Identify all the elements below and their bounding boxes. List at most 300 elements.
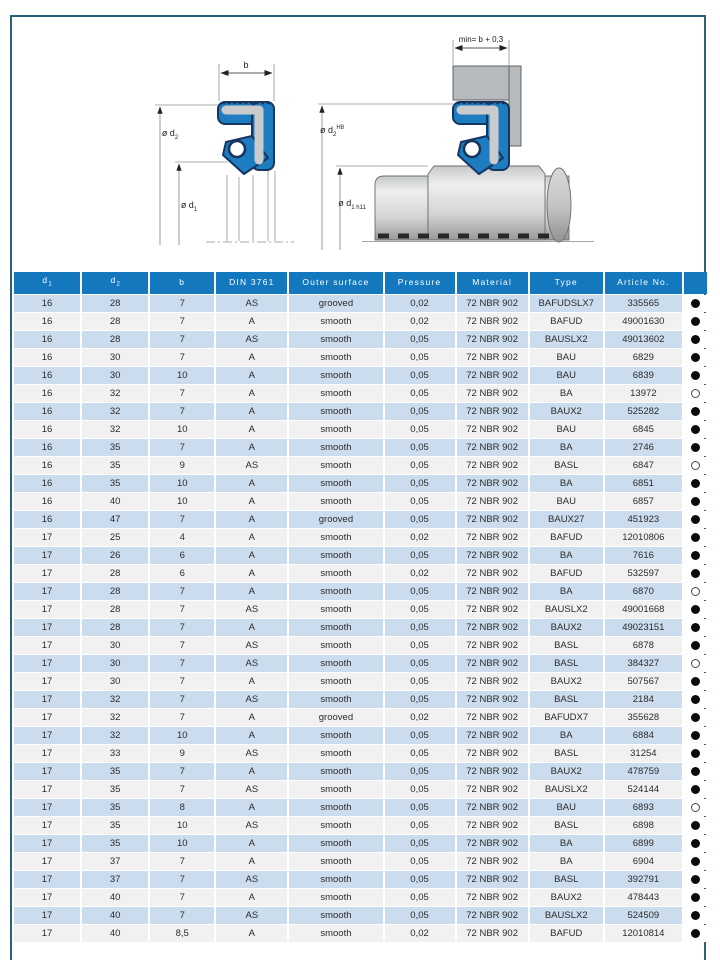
cell: smooth	[289, 475, 382, 492]
cell: smooth	[289, 619, 382, 636]
cell: A	[216, 493, 287, 510]
shaft-seal-journal	[428, 166, 545, 240]
cell: 72 NBR 902	[457, 313, 528, 330]
cell: smooth	[289, 313, 382, 330]
cell: 16	[14, 421, 80, 438]
availability-dot-open	[691, 461, 700, 470]
cell: 17	[14, 655, 80, 672]
cell: 0,05	[385, 853, 455, 870]
cell: 32	[82, 691, 148, 708]
cell: 0,05	[385, 745, 455, 762]
availability-dot-filled	[691, 929, 700, 938]
cell: BASL	[530, 691, 603, 708]
cell: 0,05	[385, 889, 455, 906]
cell: 7	[150, 331, 214, 348]
cell: 8	[150, 799, 214, 816]
cell: 4	[150, 529, 214, 546]
cell: 26	[82, 547, 148, 564]
table-row	[14, 637, 707, 654]
cell: 32	[82, 385, 148, 402]
cell: 35	[82, 817, 148, 834]
availability-dot-filled	[691, 605, 700, 614]
cell: A	[216, 313, 287, 330]
availability-dot-filled	[691, 425, 700, 434]
cell: BA	[530, 835, 603, 852]
availability-dot-filled	[691, 767, 700, 776]
cell: 40	[82, 907, 148, 924]
cell: A	[216, 709, 287, 726]
cell: 72 NBR 902	[457, 367, 528, 384]
col-header-type: Type	[530, 272, 603, 294]
cell: smooth	[289, 349, 382, 366]
availability-dot-filled	[691, 857, 700, 866]
cell: BA	[530, 583, 603, 600]
cell: 72 NBR 902	[457, 349, 528, 366]
table-row	[14, 925, 707, 942]
table-row	[14, 331, 707, 348]
availability-dot-filled	[691, 821, 700, 830]
availability-dot-filled	[691, 731, 700, 740]
cell: 10	[150, 421, 214, 438]
cell: BAFUD	[530, 565, 603, 582]
cell: BAUX2	[530, 619, 603, 636]
cell: 72 NBR 902	[457, 853, 528, 870]
cell: 2184	[605, 691, 682, 708]
cell: BA	[530, 853, 603, 870]
cell: grooved	[289, 511, 382, 528]
cell: 72 NBR 902	[457, 781, 528, 798]
cell: 16	[14, 313, 80, 330]
cell: AS	[216, 655, 287, 672]
cell: smooth	[289, 547, 382, 564]
cell: smooth	[289, 907, 382, 924]
cell: 0,05	[385, 781, 455, 798]
dim-label-b: b	[243, 60, 249, 70]
cell: 0,05	[385, 727, 455, 744]
cell: 16	[14, 331, 80, 348]
availability-dot-filled	[691, 497, 700, 506]
availability-dot-filled	[691, 533, 700, 542]
cell: 72 NBR 902	[457, 475, 528, 492]
availability-cell	[684, 313, 707, 330]
col-header-d2: $d_2$	[82, 272, 148, 294]
cell: smooth	[289, 853, 382, 870]
cell: AS	[216, 601, 287, 618]
cell: 72 NBR 902	[457, 691, 528, 708]
availability-cell	[684, 871, 707, 888]
cell: A	[216, 565, 287, 582]
cell: 72 NBR 902	[457, 385, 528, 402]
cell: BA	[530, 727, 603, 744]
col-header-b: b	[150, 272, 214, 294]
cell: 17	[14, 835, 80, 852]
cell: 32	[82, 403, 148, 420]
cell: 12010806	[605, 529, 682, 546]
cell: 392791	[605, 871, 682, 888]
cell: BASL	[530, 745, 603, 762]
availability-cell	[684, 565, 707, 582]
table-body	[14, 295, 707, 942]
cell: 0,05	[385, 907, 455, 924]
cell: 6904	[605, 853, 682, 870]
cell: AS	[216, 637, 287, 654]
availability-dot-filled	[691, 551, 700, 560]
cell: BAUSLX2	[530, 781, 603, 798]
table-row	[14, 619, 707, 636]
cell: A	[216, 547, 287, 564]
cell: 72 NBR 902	[457, 745, 528, 762]
availability-dot-open	[691, 389, 700, 398]
cell: 6870	[605, 583, 682, 600]
cell: BASL	[530, 871, 603, 888]
availability-dot-filled	[691, 515, 700, 524]
cell: 0,05	[385, 637, 455, 654]
availability-dot-filled	[691, 407, 700, 416]
cell: 7	[150, 853, 214, 870]
col-header-d1: $d_1$	[14, 272, 80, 294]
availability-cell	[684, 835, 707, 852]
cell: 7	[150, 637, 214, 654]
cell: 7	[150, 907, 214, 924]
cell: 6839	[605, 367, 682, 384]
availability-cell	[684, 817, 707, 834]
cell: 49023151	[605, 619, 682, 636]
cell: 16	[14, 493, 80, 510]
availability-cell	[684, 331, 707, 348]
cell: BAU	[530, 367, 603, 384]
availability-cell	[684, 619, 707, 636]
cell: 6847	[605, 457, 682, 474]
cell: 16	[14, 385, 80, 402]
cell: smooth	[289, 601, 382, 618]
availability-cell	[684, 493, 707, 510]
dim-label-d2: ø $d_2$	[161, 128, 179, 141]
cell: 0,05	[385, 475, 455, 492]
cell: 30	[82, 349, 148, 366]
shaft	[362, 166, 594, 242]
cell: 17	[14, 781, 80, 798]
cell: 0,05	[385, 457, 455, 474]
table-row	[14, 763, 707, 780]
cell: grooved	[289, 295, 382, 312]
table-row	[14, 295, 707, 312]
availability-cell	[684, 637, 707, 654]
availability-cell	[684, 529, 707, 546]
cell: 0,05	[385, 619, 455, 636]
cell: smooth	[289, 565, 382, 582]
cell: 72 NBR 902	[457, 619, 528, 636]
table-row	[14, 511, 707, 528]
cell: 28	[82, 295, 148, 312]
cell: 72 NBR 902	[457, 439, 528, 456]
cell: AS	[216, 871, 287, 888]
cell: 16	[14, 511, 80, 528]
cell: A	[216, 475, 287, 492]
cell: 72 NBR 902	[457, 763, 528, 780]
cell: 72 NBR 902	[457, 529, 528, 546]
cell: 6884	[605, 727, 682, 744]
cell: 9	[150, 745, 214, 762]
seal-drawing-svg	[10, 25, 710, 270]
availability-cell	[684, 295, 707, 312]
availability-cell	[684, 727, 707, 744]
cell: 30	[82, 655, 148, 672]
cell: 0,05	[385, 547, 455, 564]
cell: BAU	[530, 493, 603, 510]
cell: 72 NBR 902	[457, 673, 528, 690]
cell: A	[216, 583, 287, 600]
cell: 7	[150, 781, 214, 798]
cell: BAFUD	[530, 925, 603, 942]
shaft-end-face	[547, 168, 571, 242]
cell: BA	[530, 439, 603, 456]
cell: 0,05	[385, 511, 455, 528]
cell: 10	[150, 727, 214, 744]
availability-cell	[684, 385, 707, 402]
cell: 7	[150, 601, 214, 618]
availability-cell	[684, 799, 707, 816]
table-row	[14, 313, 707, 330]
seal-cross-section-left	[218, 102, 274, 174]
cell: 6845	[605, 421, 682, 438]
table-row	[14, 727, 707, 744]
cell: 31254	[605, 745, 682, 762]
table-row	[14, 691, 707, 708]
availability-dot-open	[691, 659, 700, 668]
cell: BAFUD	[530, 529, 603, 546]
availability-dot-filled	[691, 785, 700, 794]
cell: 49013602	[605, 331, 682, 348]
cell: BAUSLX2	[530, 601, 603, 618]
cell: AS	[216, 295, 287, 312]
cell: 72 NBR 902	[457, 907, 528, 924]
cell: 72 NBR 902	[457, 331, 528, 348]
cell: 72 NBR 902	[457, 709, 528, 726]
cell: 28	[82, 619, 148, 636]
cell: 0,05	[385, 817, 455, 834]
col-header-availability	[684, 272, 707, 294]
col-header-article-no: Article No.	[605, 272, 682, 294]
cell: smooth	[289, 529, 382, 546]
cell: 35	[82, 799, 148, 816]
table-row	[14, 709, 707, 726]
cell: 7	[150, 313, 214, 330]
availability-dot-filled	[691, 479, 700, 488]
cell: 17	[14, 691, 80, 708]
cell: smooth	[289, 727, 382, 744]
cell: 17	[14, 817, 80, 834]
cell: 0,05	[385, 835, 455, 852]
cell: AS	[216, 745, 287, 762]
cell: 17	[14, 709, 80, 726]
cell: grooved	[289, 709, 382, 726]
cell: 10	[150, 493, 214, 510]
cell: 40	[82, 889, 148, 906]
cell: 35	[82, 835, 148, 852]
availability-dot-filled	[691, 839, 700, 848]
col-header-material: Material	[457, 272, 528, 294]
cell: BAFUD	[530, 313, 603, 330]
cell: 0,05	[385, 331, 455, 348]
cell: BAUX2	[530, 763, 603, 780]
table-row	[14, 421, 707, 438]
availability-cell	[684, 511, 707, 528]
cell: 6851	[605, 475, 682, 492]
cell: 72 NBR 902	[457, 799, 528, 816]
availability-dot-filled	[691, 299, 700, 308]
cell: 72 NBR 902	[457, 889, 528, 906]
col-header-din: DIN 3761	[216, 272, 287, 294]
availability-dot-open	[691, 803, 700, 812]
cell: 17	[14, 565, 80, 582]
cell: smooth	[289, 763, 382, 780]
cell: smooth	[289, 817, 382, 834]
table-row	[14, 601, 707, 618]
cell: A	[216, 727, 287, 744]
table-section	[12, 271, 709, 943]
availability-cell	[684, 907, 707, 924]
cell: 451923	[605, 511, 682, 528]
availability-cell	[684, 889, 707, 906]
cell: 30	[82, 637, 148, 654]
cell: AS	[216, 691, 287, 708]
table-row	[14, 457, 707, 474]
seal-dimension-table	[12, 271, 709, 943]
cell: 16	[14, 295, 80, 312]
cell: A	[216, 529, 287, 546]
cell: BAU	[530, 349, 603, 366]
cell: 17	[14, 871, 80, 888]
cell: 35	[82, 439, 148, 456]
cell: 28	[82, 565, 148, 582]
cell: 8,5	[150, 925, 214, 942]
table-row	[14, 529, 707, 546]
cell: smooth	[289, 331, 382, 348]
cell: 17	[14, 889, 80, 906]
cell: BAFUDX7	[530, 709, 603, 726]
cell: BA	[530, 475, 603, 492]
availability-cell	[684, 421, 707, 438]
cell: 13972	[605, 385, 682, 402]
availability-dot-filled	[691, 911, 700, 920]
cell: 0,05	[385, 763, 455, 780]
availability-cell	[684, 601, 707, 618]
cell: BASL	[530, 655, 603, 672]
availability-dot-filled	[691, 353, 700, 362]
availability-dot-filled	[691, 713, 700, 722]
cell: 0,02	[385, 529, 455, 546]
cell: 28	[82, 601, 148, 618]
availability-cell	[684, 547, 707, 564]
cell: 7	[150, 691, 214, 708]
availability-dot-filled	[691, 875, 700, 884]
cell: 0,05	[385, 421, 455, 438]
table-row	[14, 673, 707, 690]
availability-cell	[684, 745, 707, 762]
table-row	[14, 367, 707, 384]
cell: 35	[82, 763, 148, 780]
cell: 49001630	[605, 313, 682, 330]
cell: AS	[216, 781, 287, 798]
table-row	[14, 745, 707, 762]
availability-cell	[684, 763, 707, 780]
cell: BA	[530, 385, 603, 402]
cell: 6899	[605, 835, 682, 852]
cell: 37	[82, 853, 148, 870]
table-row	[14, 493, 707, 510]
cell: 17	[14, 925, 80, 942]
cell: 28	[82, 313, 148, 330]
cell: 17	[14, 763, 80, 780]
cell: BAU	[530, 799, 603, 816]
cell: smooth	[289, 673, 382, 690]
table-row	[14, 403, 707, 420]
cell: BAUX27	[530, 511, 603, 528]
cell: 524144	[605, 781, 682, 798]
cell: A	[216, 619, 287, 636]
cell: 7	[150, 655, 214, 672]
cell: 72 NBR 902	[457, 457, 528, 474]
cell: 7	[150, 439, 214, 456]
table-row	[14, 547, 707, 564]
cell: 10	[150, 817, 214, 834]
availability-dot-filled	[691, 749, 700, 758]
cell: AS	[216, 907, 287, 924]
cell: 7	[150, 583, 214, 600]
cell: AS	[216, 331, 287, 348]
cell: 507567	[605, 673, 682, 690]
cell: 28	[82, 583, 148, 600]
availability-cell	[684, 853, 707, 870]
cell: 17	[14, 547, 80, 564]
cell: smooth	[289, 799, 382, 816]
cell: 40	[82, 925, 148, 942]
left-seal-view	[155, 60, 294, 245]
cell: 16	[14, 439, 80, 456]
cell: 32	[82, 709, 148, 726]
cell: 6829	[605, 349, 682, 366]
cell: 17	[14, 637, 80, 654]
cell: 72 NBR 902	[457, 655, 528, 672]
cell: 35	[82, 457, 148, 474]
cell: 30	[82, 367, 148, 384]
cell: smooth	[289, 655, 382, 672]
cell: 10	[150, 367, 214, 384]
cell: 7	[150, 871, 214, 888]
cell: BASL	[530, 457, 603, 474]
cell: 0,05	[385, 691, 455, 708]
cell: BAU	[530, 421, 603, 438]
availability-cell	[684, 709, 707, 726]
cell: 2746	[605, 439, 682, 456]
table-row	[14, 655, 707, 672]
cell: 40	[82, 493, 148, 510]
cell: 7	[150, 673, 214, 690]
cell: 12010814	[605, 925, 682, 942]
cell: 7	[150, 889, 214, 906]
cell: 7	[150, 619, 214, 636]
cell: smooth	[289, 385, 382, 402]
cell: 525282	[605, 403, 682, 420]
cell: A	[216, 889, 287, 906]
availability-cell	[684, 781, 707, 798]
cell: 35	[82, 781, 148, 798]
cell: 33	[82, 745, 148, 762]
cell: smooth	[289, 925, 382, 942]
cell: 0,05	[385, 655, 455, 672]
cell: 37	[82, 871, 148, 888]
table-row	[14, 835, 707, 852]
